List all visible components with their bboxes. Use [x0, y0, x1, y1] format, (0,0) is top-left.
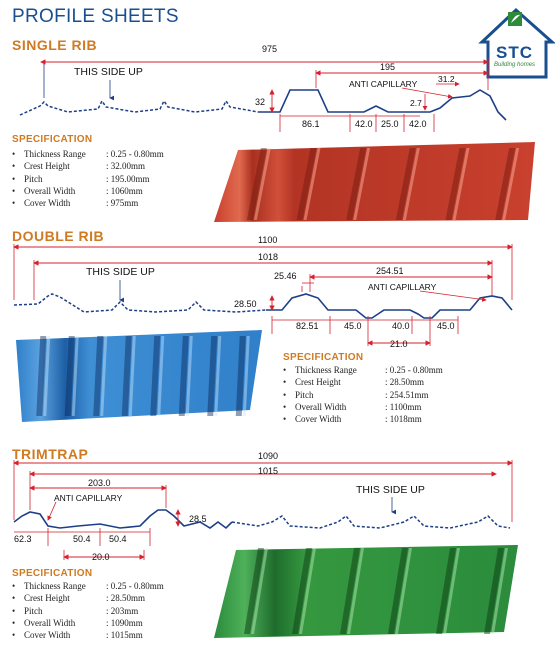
double-rib-side-up-label: THIS SIDE UP — [86, 266, 155, 278]
double-rib-dim-d: 21.0 — [390, 339, 408, 349]
trimtrap-side-up-label: THIS SIDE UP — [356, 484, 425, 496]
spec-row: • Crest Height : 28.50mm — [12, 593, 146, 604]
single-rib-dim-c: 42.0 — [409, 119, 427, 129]
trimtrap-dim-b: 50.4 — [109, 534, 127, 544]
double-rib-title: DOUBLE RIB — [12, 228, 105, 244]
trimtrap-dim-crest: 28.5 — [189, 514, 207, 524]
logo-tagline: Building homes — [494, 62, 536, 68]
double-rib-dim-crest: 28.50 — [234, 299, 257, 309]
spec-row: • Cover Width : 1015mm — [12, 630, 143, 641]
double-rib-dim-cover: 1018 — [258, 252, 279, 262]
double-rib-dim-overall: 1100 — [258, 235, 278, 245]
spec-row: • Crest Height : 28.50mm — [283, 377, 425, 388]
spec-row: • Cover Width : 1018mm — [283, 414, 422, 425]
spec-row: • Thickness Range : 0.25 - 0.80mm — [12, 581, 164, 592]
trimtrap-spec-list — [12, 580, 164, 641]
trimtrap-dim-edge: 62.3 — [14, 534, 32, 544]
spec-row: • Cover Width : 975mm — [12, 198, 139, 209]
spec-row: • Pitch : 203mm — [12, 605, 139, 616]
single-rib-spec-list — [12, 148, 164, 209]
spec-row: • Overall Width : 1060mm — [12, 186, 143, 197]
double-rib-spec-list — [283, 364, 443, 425]
trimtrap-dim-overall: 1090 — [258, 451, 279, 461]
trimtrap-dim-c: 20.0 — [92, 552, 110, 562]
spec-row: • Thickness Range : 0.25 - 0.80mm — [12, 149, 164, 160]
double-rib-anti-capillary: ANTI CAPILLARY — [368, 282, 437, 292]
single-rib-anti-capillary: ANTI CAPILLARY — [349, 79, 418, 89]
single-rib-dim-depth: 2.7 — [410, 98, 422, 108]
double-rib-dim-a: 45.0 — [344, 321, 362, 331]
spec-row: • Pitch : 195.00mm — [12, 173, 150, 184]
double-rib-dim-top: 25.46 — [274, 271, 297, 281]
single-rib-dim-crest: 32 — [255, 97, 266, 107]
single-rib-title: SINGLE RIB — [12, 37, 98, 53]
single-rib-dim-overall: 975 — [262, 44, 278, 54]
spec-row: • Overall Width : 1100mm — [283, 402, 422, 413]
trimtrap-anti-capillary: ANTI CAPILLARY — [54, 493, 123, 503]
double-rib-dim-pitch: 254.51 — [376, 266, 404, 276]
single-rib-dim-cap: 31.2 — [438, 74, 455, 84]
single-rib-dim-pitch: 195 — [380, 62, 396, 72]
double-rib-dim-pan: 82.51 — [296, 321, 319, 331]
trimtrap-title: TRIMTRAP — [12, 446, 89, 462]
spec-row: • Thickness Range : 0.25 - 0.80mm — [283, 365, 443, 376]
double-rib-dim-c: 45.0 — [437, 321, 455, 331]
single-rib-sheet-image — [214, 142, 535, 222]
spec-row: • Pitch : 254.51mm — [283, 389, 429, 400]
trimtrap-dim-a: 50.4 — [73, 534, 91, 544]
single-rib-side-up-label: THIS SIDE UP — [74, 66, 143, 78]
single-rib-dim-b: 25.0 — [381, 119, 399, 129]
single-rib-spec-title: SPECIFICATION — [12, 134, 93, 145]
spec-row: • Crest Height : 32.00mm — [12, 161, 146, 172]
trimtrap-dim-pitch: 203.0 — [88, 478, 111, 488]
trimtrap-dim-cover: 1015 — [258, 466, 279, 476]
trimtrap-spec-title: SPECIFICATION — [12, 568, 93, 579]
page-title: PROFILE SHEETS — [12, 6, 179, 27]
double-rib-sheet-image — [16, 330, 262, 422]
double-rib-spec-title: SPECIFICATION — [283, 352, 364, 363]
spec-row: • Overall Width : 1090mm — [12, 618, 143, 629]
single-rib-dim-a: 42.0 — [355, 119, 373, 129]
logo-name: STC — [496, 43, 533, 62]
double-rib-dim-b: 40.0 — [392, 321, 410, 331]
trimtrap-sheet-image — [214, 545, 518, 638]
single-rib-dim-pan: 86.1 — [302, 119, 320, 129]
